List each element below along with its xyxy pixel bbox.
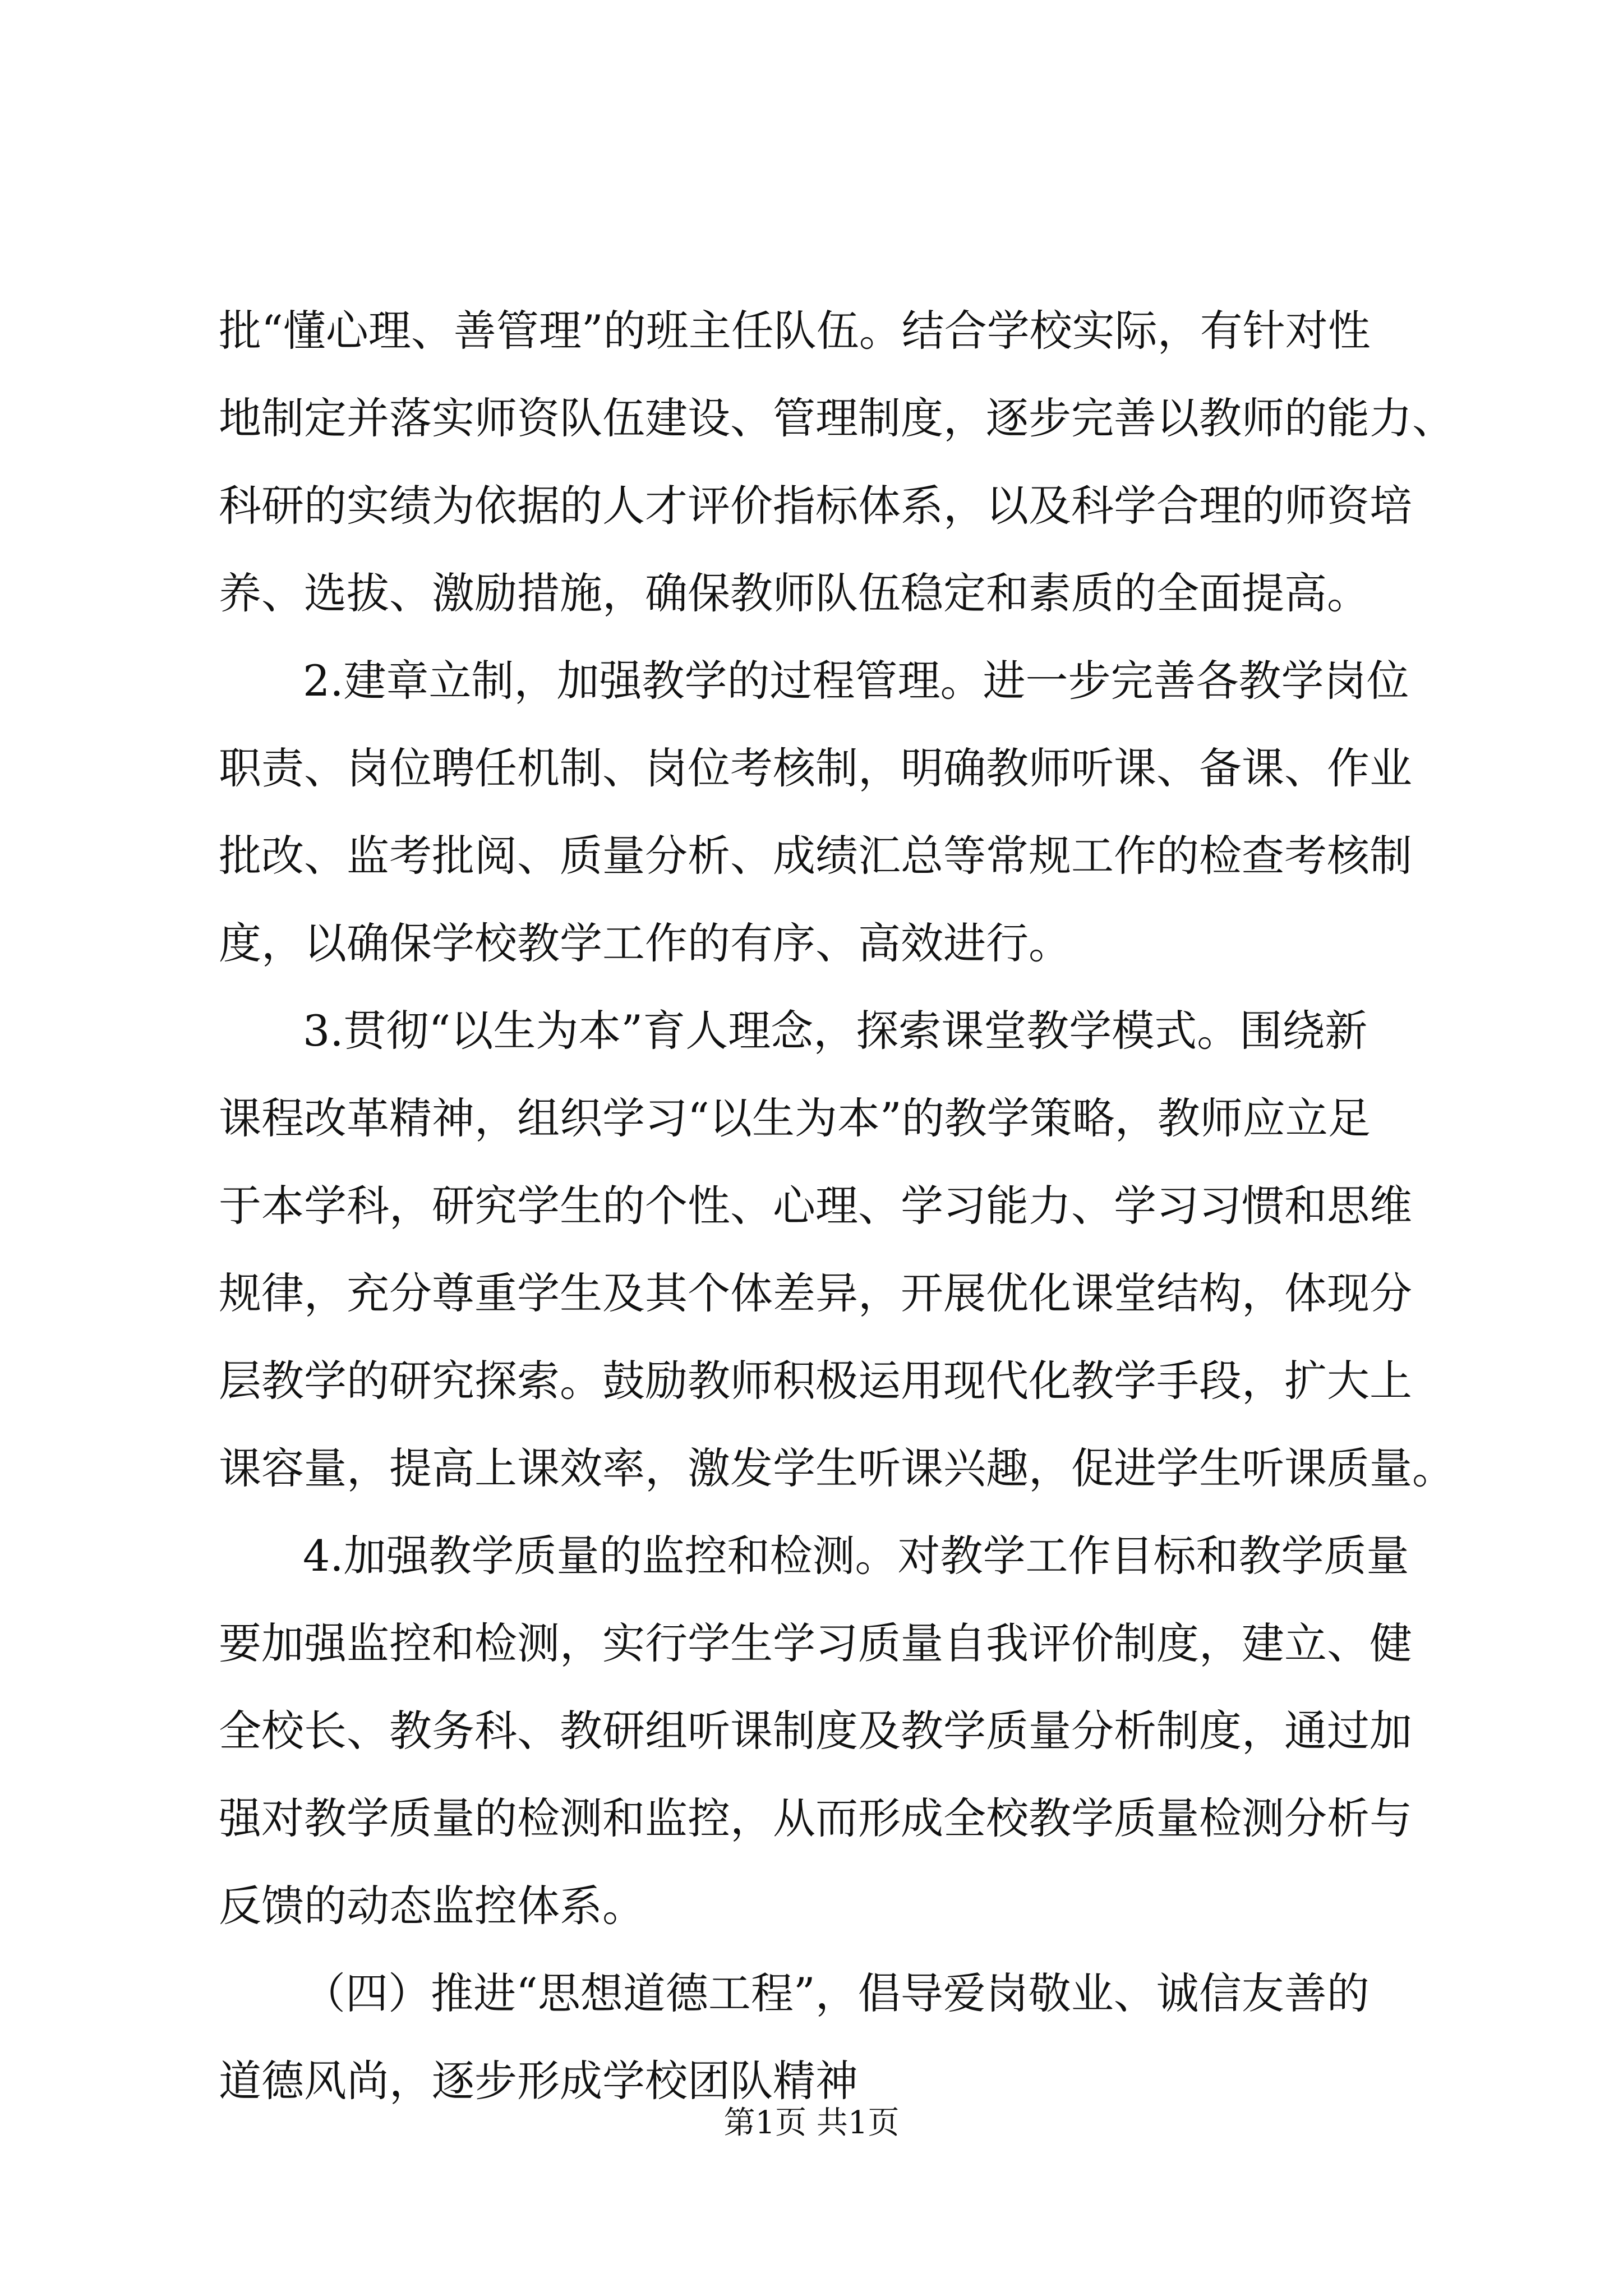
- text-line: 全校长、教务科、教研组听课制度及教学质量分析制度，通过加: [219, 1706, 1412, 1756]
- text-line: 地制定并落实师资队伍建设、管理制度，逐步完善以教师的能力、: [219, 393, 1455, 443]
- text-line: 强对教学质量的检测和监控，从而形成全校教学质量检测分析与: [219, 1793, 1412, 1843]
- text-line: 批改、监考批阅、质量分析、成绩汇总等常规工作的检查考核制: [219, 831, 1412, 881]
- text-line: 2.建章立制，加强教学的过程管理。进一步完善各教学岗位: [303, 656, 1409, 706]
- text-line: 职责、岗位聘任机制、岗位考核制，明确教师听课、备课、作业: [219, 743, 1412, 793]
- text-line: 科研的实绩为依据的人才评价指标体系，以及科学合理的师资培: [219, 481, 1412, 531]
- text-line: 3.贯彻“以生为本”育人理念，探索课堂教学模式。围绕新: [303, 1006, 1368, 1056]
- text-line: 课容量，提高上课效率，激发学生听课兴趣，促进学生听课质量。: [219, 1443, 1455, 1493]
- text-line: 道德风尚，逐步形成学校团队精神: [219, 2056, 858, 2106]
- text-line: 批“懂心理、善管理”的班主任队伍。结合学校实际，有针对性: [219, 306, 1371, 356]
- text-line: 于本学科，研究学生的个性、心理、学习能力、学习习惯和思维: [219, 1181, 1412, 1231]
- text-line: 要加强监控和检测，实行学生学习质量自我评价制度，建立、健: [219, 1618, 1412, 1668]
- text-line: 规律，充分尊重学生及其个体差异，开展优化课堂结构，体现分: [219, 1268, 1412, 1318]
- text-line: 度，以确保学校教学工作的有序、高效进行。: [219, 918, 1071, 968]
- page-footer: 第1页 共1页: [723, 2105, 900, 2141]
- text-line: 层教学的研究探索。鼓励教师积极运用现代化教学手段，扩大上: [219, 1356, 1412, 1406]
- text-line: 养、选拔、激励措施，确保教师队伍稳定和素质的全面提高。: [219, 568, 1370, 618]
- text-line: 反馈的动态监控体系。: [219, 1881, 645, 1931]
- text-line: 课程改革精神，组织学习“以生为本”的教学策略，教师应立足: [219, 1093, 1371, 1143]
- text-line: 4.加强教学质量的监控和检测。对教学工作目标和教学质量: [303, 1531, 1409, 1581]
- text-line: （四）推进“思想道德工程”，倡导爱岗敬业、诚信友善的: [303, 1968, 1370, 2018]
